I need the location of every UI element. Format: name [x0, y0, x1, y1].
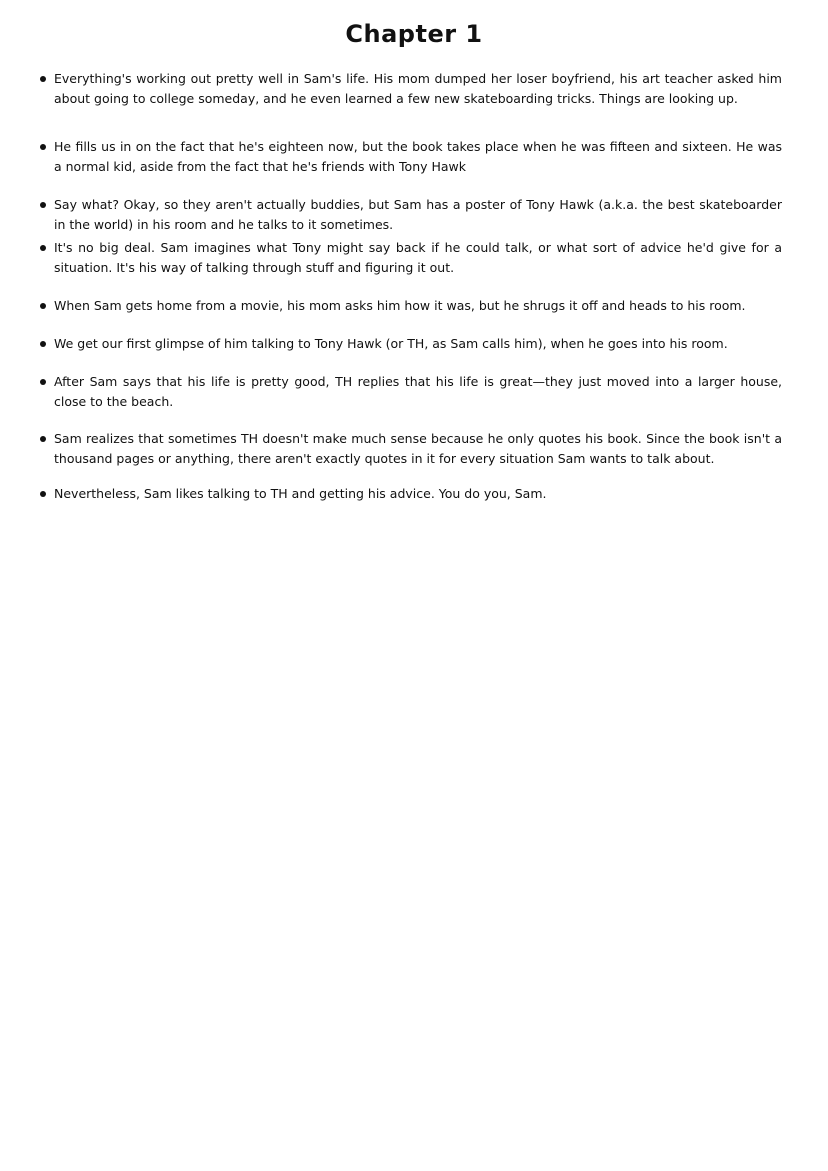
list-item-text: When Sam gets home from a movie, his mom asks him how it was, but he shrugs it off and heads to his room.: [54, 298, 746, 313]
list-item-text: Everything's working out pretty well in Sam's life. His mom dumped her loser boyfriend, his art teacher asked him about going to college someday, and he even learned a few new skateboarding tricks. Things are looking up.: [54, 71, 782, 106]
list-item: [40, 296, 782, 316]
list-item: [40, 137, 782, 176]
bullet-dot-icon: [40, 303, 46, 309]
list-item: [40, 334, 782, 354]
list-item: [40, 238, 782, 277]
list-item: [40, 429, 782, 468]
bullet-dot-icon: [40, 144, 46, 150]
list-item: [40, 69, 782, 108]
bullet-dot-icon: [40, 76, 46, 82]
list-item-text: Say what? Okay, so they aren't actually buddies, but Sam has a poster of Tony Hawk (a.k.a. the best skateboarder in the world) in his room and he talks to it sometimes.: [54, 197, 782, 232]
list-item-text: After Sam says that his life is pretty good, TH replies that his life is great—they just moved into a larger house, close to the beach.: [54, 374, 782, 409]
bullet-dot-icon: [40, 341, 46, 347]
list-item: [40, 195, 782, 234]
list-item-text: We get our first glimpse of him talking to Tony Hawk (or TH, as Sam calls him), when he goes into his room.: [54, 336, 728, 351]
page-title: Chapter 1: [345, 20, 483, 48]
list-item: [40, 372, 782, 411]
bullet-dot-icon: [40, 491, 46, 497]
bullet-dot-icon: [40, 379, 46, 385]
list-item-text: Sam realizes that sometimes TH doesn't make much sense because he only quotes his book. Since the book isn't a thousand pages or anything, there aren't exactly quotes in it for every situation Sam wants to talk about.: [54, 431, 782, 466]
list-item-text: He fills us in on the fact that he's eighteen now, but the book takes place when he was fifteen and sixteen. He was a normal kid, aside from the fact that he's friends with Tony Hawk: [54, 139, 782, 174]
list-item-text: Nevertheless, Sam likes talking to TH and getting his advice. You do you, Sam.: [54, 486, 547, 501]
bullet-dot-icon: [40, 436, 46, 442]
list-item-text: It's no big deal. Sam imagines what Tony might say back if he could talk, or what sort of advice he'd give for a situation. It's his way of talking through stuff and figuring it out.: [54, 240, 782, 275]
bullet-dot-icon: [40, 202, 46, 208]
list-item: [40, 484, 782, 504]
bullet-dot-icon: [40, 245, 46, 251]
